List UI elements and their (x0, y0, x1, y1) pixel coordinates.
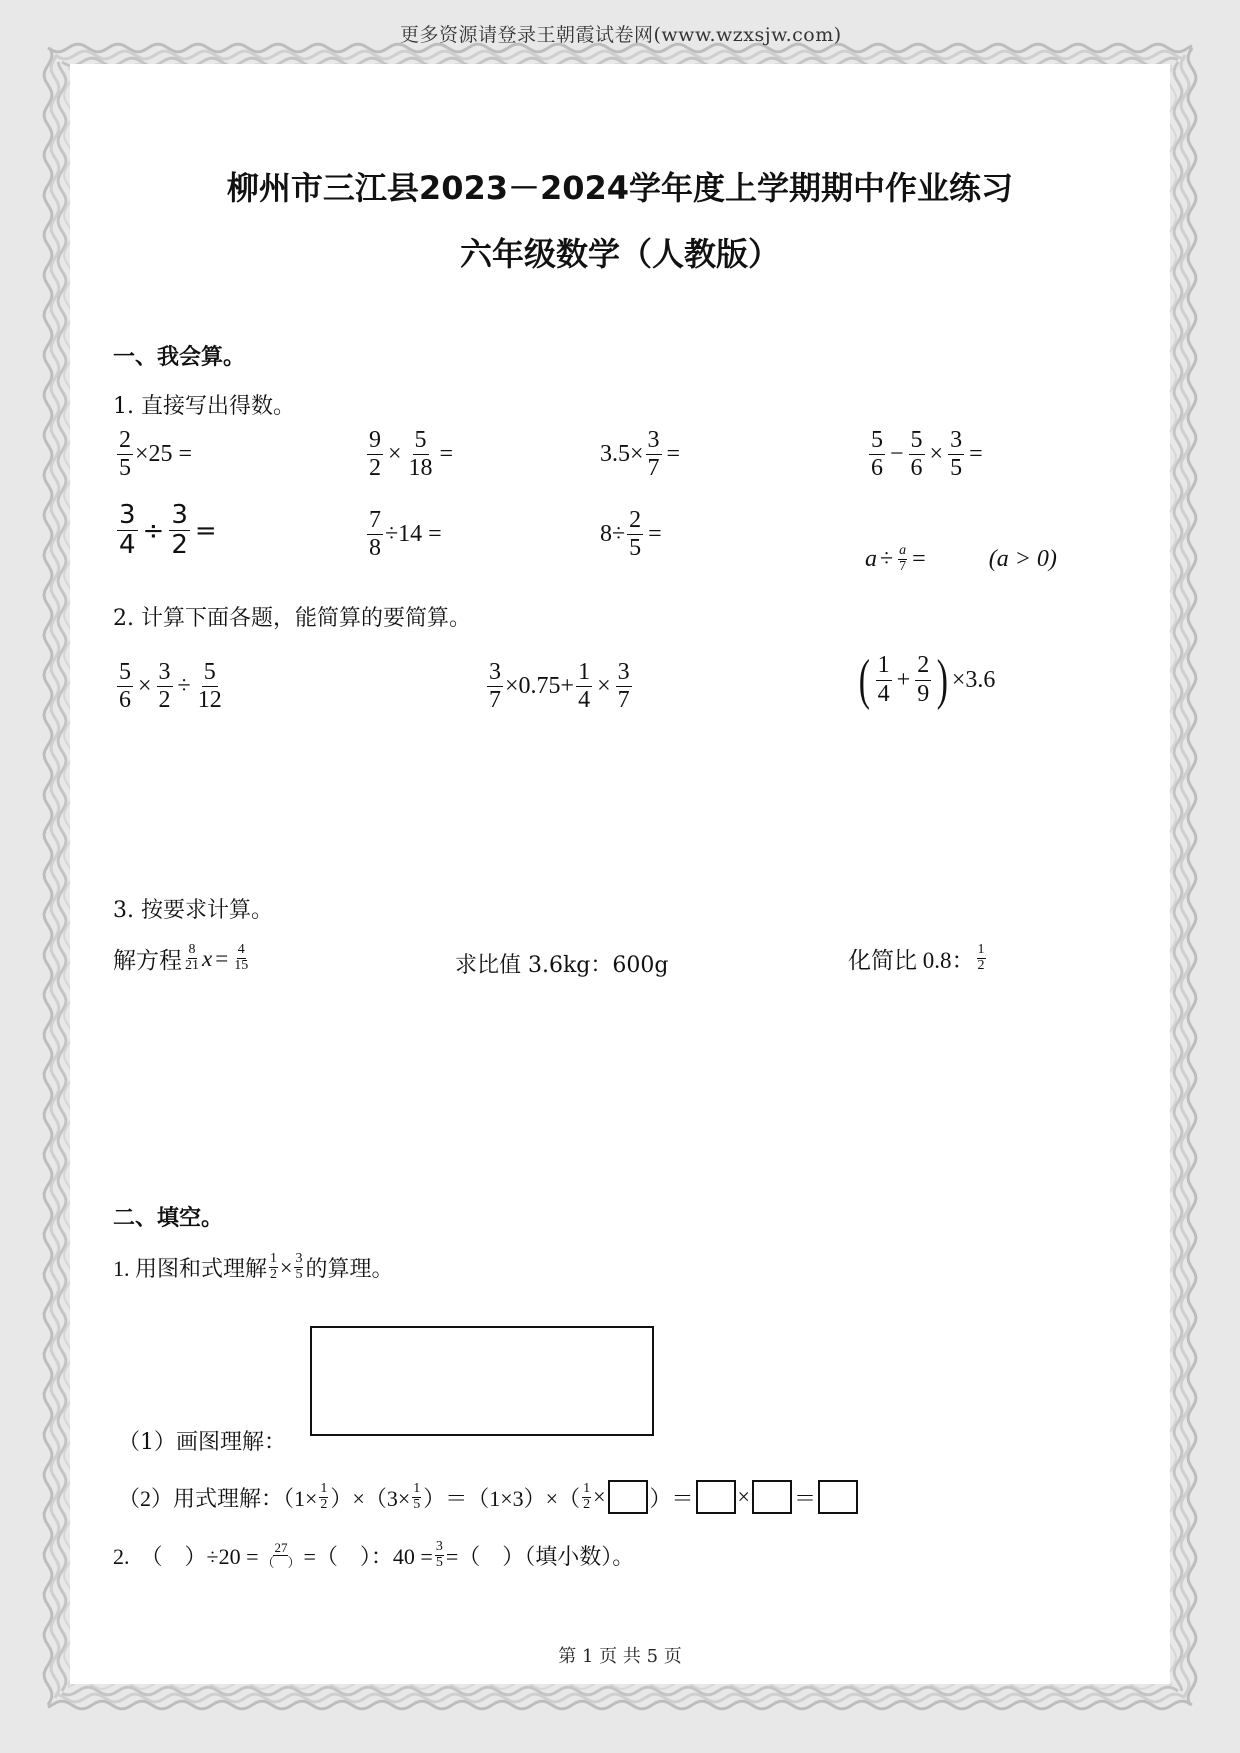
exam-subtitle: 六年级数学（人教版） (459, 235, 780, 273)
draw-understanding-label: （1）画图理解： (118, 1430, 286, 1455)
ratio-value-task: 求比值 3.6kg：600g (455, 953, 669, 978)
q2-label: 2. 计算下面各题，能简算的要简算。 (113, 606, 471, 631)
oral-calc-a1: $\frac{2}{5}$ ×25 = (119, 427, 193, 482)
answer-blank-box[interactable] (696, 1480, 736, 1514)
site-header-text: 更多资源请登录王朝霞试卷网(www.wzxsjw.com) (400, 24, 842, 46)
simplify-expr-3: ( $\frac{1}{4}$ + $\frac{2}{9}$ ) ×3.6 (858, 649, 996, 711)
oral-calc-b2: $\frac{7}{8}$ ÷14 = (369, 507, 442, 562)
exam-title: 柳州市三江县2023－2024学年度上学期期中作业练习 (226, 169, 1014, 207)
fill-q1-label: 1. 用图和式理解 $\frac{1}{2}$ × $\frac{3}{5}$ 的算理。 (113, 1251, 394, 1282)
simplify-expr-1: $\frac{5}{6}$ × $\frac{3}{2}$ ÷ $\frac{5}{12}$ (119, 659, 222, 714)
q1-label: 1. 直接写出得数。 (113, 394, 295, 419)
oral-calc-a2: $\frac{9}{2}$ × $\frac{5}{18}$ = (369, 427, 454, 482)
border-wave-line (44, 48, 52, 1705)
oral-calc-b3: 8÷ $\frac{2}{5}$ = (600, 507, 662, 562)
answer-blank-box[interactable] (608, 1480, 648, 1514)
simplify-ratio-task: 化简比 0.8： 1 2 (848, 942, 985, 973)
solve-equation: 解方程 8 21 x = $\frac{4}{15}$ (113, 942, 249, 973)
page-number: 第 1 页 共 5 页 (558, 1646, 682, 1667)
formula-understanding-line: （2）用式理解：（1× $\frac{1}{2}$ ）×（3× $\frac{1}{5}$ ）＝（1×3）×（ $\frac{1}{2}$ × ）＝ × ＝ (118, 1480, 860, 1514)
q3-label: 3. 按要求计算。 (113, 898, 273, 923)
drawing-answer-box[interactable] (310, 1326, 654, 1436)
fill-q2-line: 2. （ ）÷20 = 27 （ ） =（ ）：40 = $\frac{3}{5}$ =（ ）（填小数）。 (113, 1539, 635, 1570)
section-heading-calc: 一、我会算。 (113, 345, 246, 370)
simplify-expr-2: $\frac{3}{7}$ ×0.75+ $\frac{1}{4}$ × $\frac{3}{7}$ (489, 659, 630, 714)
section-heading-fill: 二、填空。 (113, 1206, 224, 1231)
border-wave-line (48, 1701, 1192, 1709)
answer-blank-box[interactable] (752, 1480, 792, 1514)
oral-calc-b1: $\frac{3}{4}$ ÷ $\frac{3}{2}$ = (119, 500, 217, 561)
oral-calc-a4: $\frac{5}{6}$ − $\frac{5}{6}$ × $\frac{3}{5}$ = (871, 427, 983, 482)
answer-blank-box[interactable] (818, 1480, 858, 1514)
border-wave-line (1188, 48, 1196, 1705)
oral-calc-a3: 3.5× $\frac{3}{7}$ = (600, 427, 681, 482)
oral-calc-b4: a ÷ $\frac{a}{7}$ = (a > 0) (865, 543, 1057, 574)
